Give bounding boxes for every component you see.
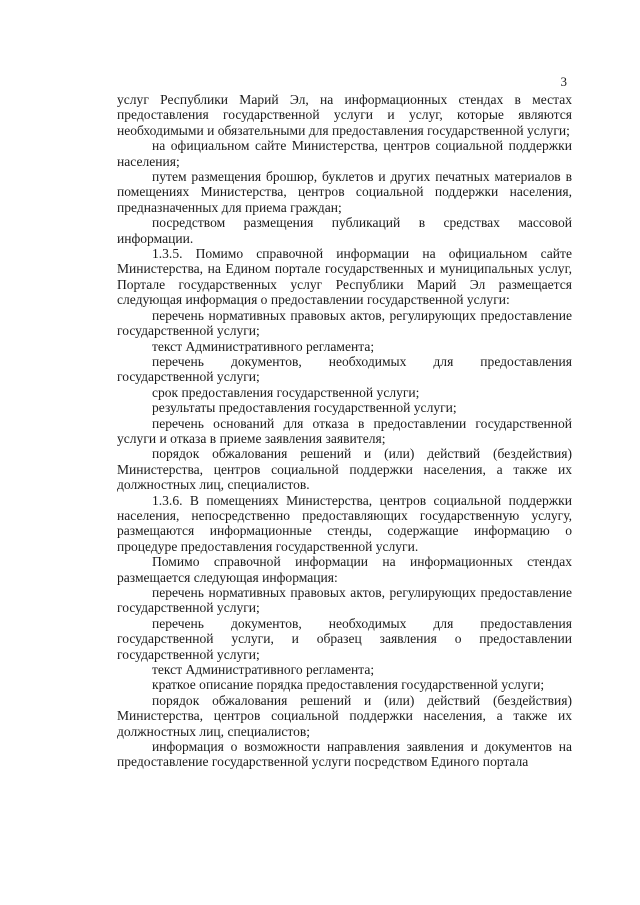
paragraph-stands-info: Помимо справочной информации на информационных стендах размещается следующая информация: — [117, 554, 572, 585]
paragraph-continuation: услуг Республики Марий Эл, на информационных стендах в местах предоставления государственной услуги и услуг, которые являются необходимыми и обязательными для предоставления государственной услуги; — [117, 92, 572, 138]
list-item-regulation-text-stands: текст Административного регламента; — [152, 662, 375, 678]
page-number: 3 — [560, 74, 567, 89]
paragraph-official-site: на официальном сайте Министерства, центров социальной поддержки населения; — [117, 138, 572, 169]
paragraph-section-1-3-5: 1.3.5. Помимо справочной информации на официальном сайте Министерства, на Едином портале государственных и муниципальных услуг, Портале государственных услуг Республики Марий Эл размещается следующая информация о предоставлении государственной услуги: — [117, 246, 572, 308]
list-item-appeal-procedure: порядок обжалования решений и (или) действий (бездействия) Министерства, центров социальной поддержки населения, а также их должностных лиц, специалистов. — [117, 446, 572, 493]
list-item-documents: перечень документов, необходимых для предоставления государственной услуги; — [117, 353, 572, 385]
document-body — [117, 92, 572, 770]
paragraph-section-1-3-6: 1.3.6. В помещениях Министерства, центров социальной поддержки населения, непосредственно предоставляющих государственную услугу, размещаются информационные стенды, содержащие информацию о процедуре предоставления государственной услуги. — [117, 492, 572, 554]
list-item-documents-sample: перечень документов, необходимых для предоставления государственной услуги, и образец заявления о предоставлении государственной услуги; — [117, 615, 572, 662]
paragraph-brochures: путем размещения брошюр, буклетов и других печатных материалов в помещениях Министерства, центров социальной поддержки населения, предназначенных для приема граждан; — [117, 169, 572, 215]
paragraph-mass-media: посредством размещения публикаций в средствах массовой информации. — [117, 215, 572, 246]
list-item-refusal-grounds: перечень оснований для отказа в предоставлении государственной услуги и отказа в приеме заявления заявителя; — [117, 415, 572, 446]
list-item-regulation-text: текст Административного регламента; — [152, 338, 375, 354]
list-item-normative-acts: перечень нормативных правовых актов, регулирующих предоставление государственной услуги; — [117, 307, 572, 339]
list-item-term: срок предоставления государственной услуги; — [152, 384, 420, 400]
list-item-normative-acts-stands: перечень нормативных правовых актов, регулирующих предоставление государственной услуги; — [117, 585, 572, 616]
list-item-appeal-procedure-stands: порядок обжалования решений и (или) действий (бездействия) Министерства, центров социальной поддержки населения, а также их должностных лиц, специалистов; — [117, 692, 572, 739]
list-item-procedure-summary: краткое описание порядка предоставления государственной услуги; — [152, 677, 545, 693]
list-item-portal-submission: информация о возможности направления заявления и документов на предоставление государственной услуги посредством Единого портала — [117, 739, 572, 770]
list-item-results: результаты предоставления государственной услуги; — [152, 400, 457, 416]
